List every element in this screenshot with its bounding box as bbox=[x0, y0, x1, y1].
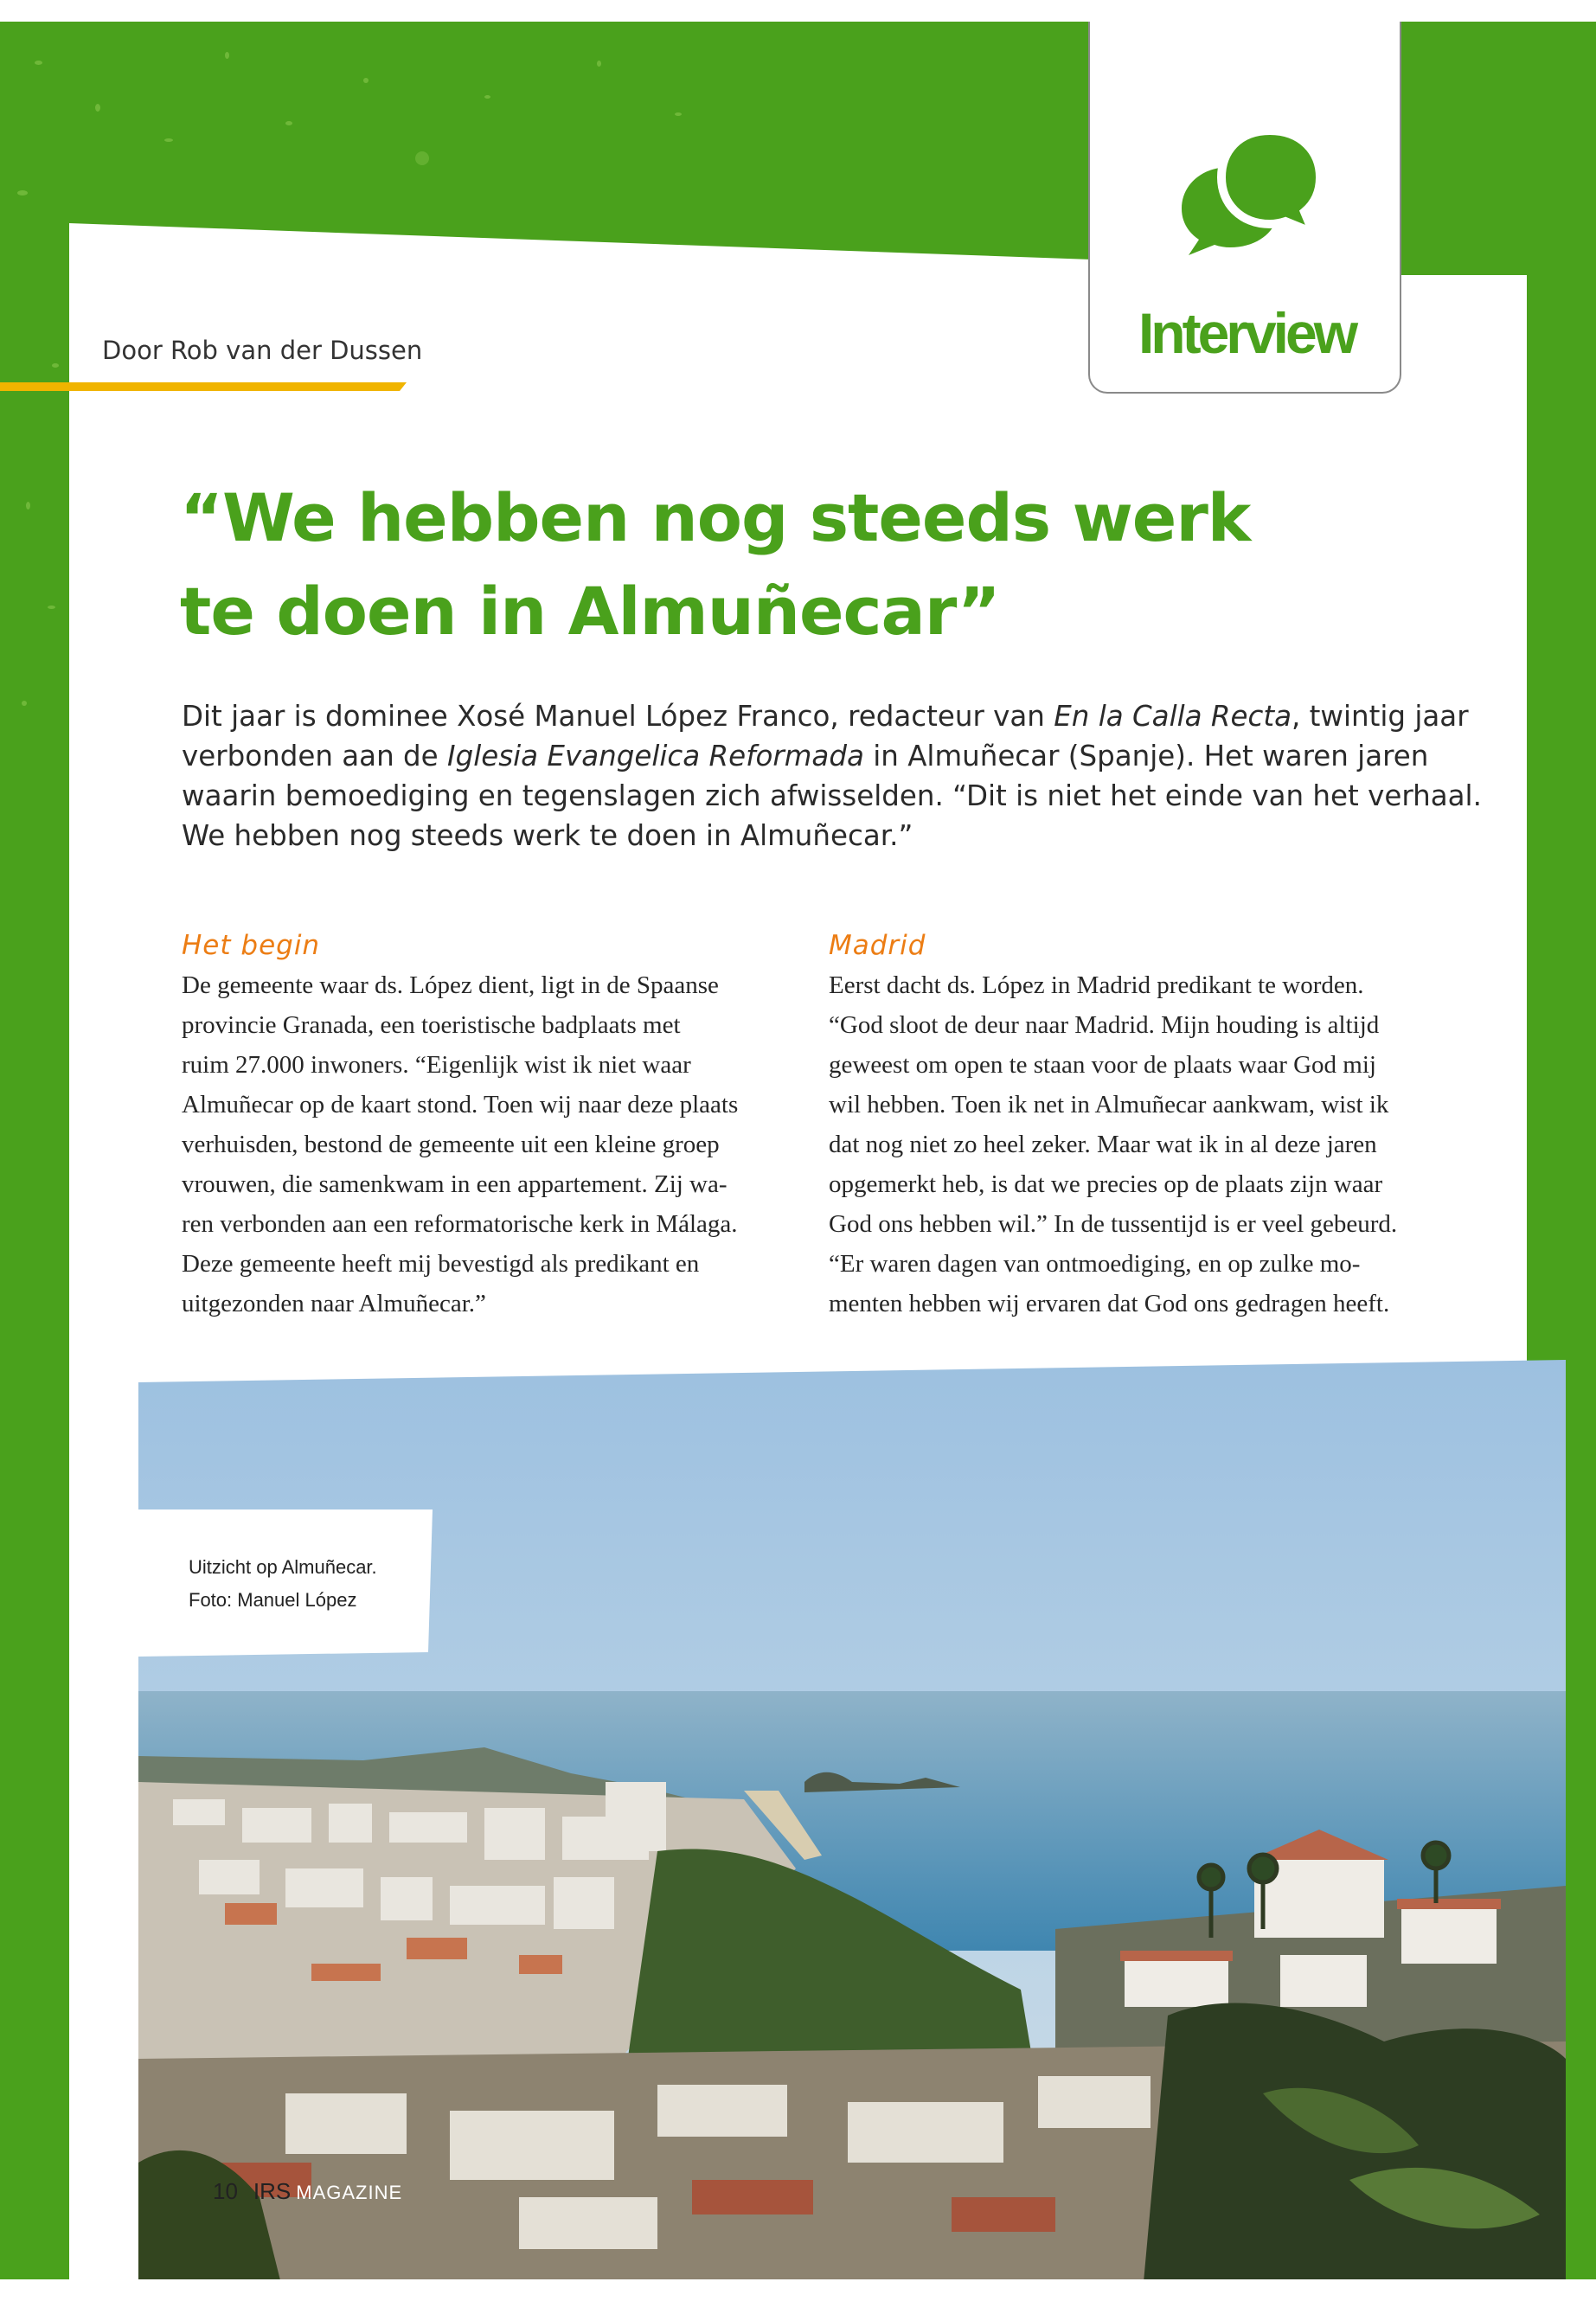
text-line: geweest om open te staan voor de plaats waar God mij bbox=[829, 1051, 1376, 1079]
text-line: opgemerkt heb, is dat we precies op de plaats zijn waar bbox=[829, 1170, 1383, 1198]
text-line: provincie Granada, een toeristische badplaats met bbox=[182, 1011, 681, 1039]
text-line: “Er waren dagen van ontmoediging, en op zulke mo- bbox=[829, 1250, 1361, 1278]
subheading-het-begin: Het begin bbox=[182, 930, 321, 961]
publication-title: En la Calla Recta bbox=[1054, 700, 1292, 733]
magazine-brand-suffix: MAGAZINE bbox=[296, 2182, 403, 2203]
text-line: God ons hebben wil.” In de tussentijd is er veel gebeurd. bbox=[829, 1210, 1398, 1238]
text-line: “God sloot de deur naar Madrid. Mijn houding is altijd bbox=[829, 1011, 1380, 1039]
text-line: wil hebben. Toen ik net in Almuñecar aankwam, wist ik bbox=[829, 1091, 1389, 1118]
page-footer bbox=[213, 2178, 402, 2205]
subheading-madrid: Madrid bbox=[829, 930, 926, 961]
caption-line-2: Foto: Manuel López bbox=[189, 1589, 357, 1611]
text-line: Eerst dacht ds. López in Madrid predikant te worden. bbox=[829, 971, 1364, 999]
text-line: ren verbonden aan een reformatorische kerk in Málaga. bbox=[182, 1210, 738, 1238]
photo-caption bbox=[189, 1551, 377, 1617]
text-line: De gemeente waar ds. López dient, ligt in de Spaanse bbox=[182, 971, 719, 999]
text-line: vrouwen, die samenkwam in een appartement. Zij wa- bbox=[182, 1170, 727, 1198]
intro-line-1: Dit jaar is dominee Xosé Manuel López Franco, redacteur van En la Calla Recta, twintig jaar bbox=[182, 700, 1469, 733]
intro-line-3: waarin bemoediging en tegenslagen zich afwisselden. “Dit is niet het einde van het verhaal. bbox=[182, 779, 1482, 812]
title-line-1: “We hebben nog steeds werk bbox=[180, 479, 1251, 556]
text-line: uitgezonden naar Almuñecar.” bbox=[182, 1290, 486, 1317]
page-number: 10 bbox=[213, 2178, 238, 2204]
title-line-2: te doen in Almuñecar” bbox=[180, 573, 1000, 650]
section-label: Interview bbox=[1138, 301, 1356, 365]
author-byline: Door Rob van der Dussen bbox=[102, 336, 423, 365]
intro-line-2: verbonden aan de Iglesia Evangelica Reformada in Almuñecar (Spanje). Het waren jaren bbox=[182, 740, 1429, 772]
magazine-brand: IRS bbox=[253, 2178, 292, 2204]
text-line: dat nog niet zo heel zeker. Maar wat ik in al deze jaren bbox=[829, 1131, 1377, 1158]
intro-line-4: We hebben nog steeds werk te doen in Almuñecar.” bbox=[182, 819, 913, 852]
church-name: Iglesia Evangelica Reformada bbox=[446, 740, 864, 772]
text-line: verhuisden, bestond de gemeente uit een kleine groep bbox=[182, 1131, 720, 1158]
caption-line-1: Uitzicht op Almuñecar. bbox=[189, 1556, 377, 1578]
text-line: Almuñecar op de kaart stond. Toen wij naar deze plaats bbox=[182, 1091, 739, 1118]
text-line: ruim 27.000 inwoners. “Eigenlijk wist ik niet waar bbox=[182, 1051, 691, 1079]
text-line: menten hebben wij ervaren dat God ons gedragen heeft. bbox=[829, 1290, 1390, 1317]
text-line: Deze gemeente heeft mij bevestigd als predikant en bbox=[182, 1250, 700, 1278]
